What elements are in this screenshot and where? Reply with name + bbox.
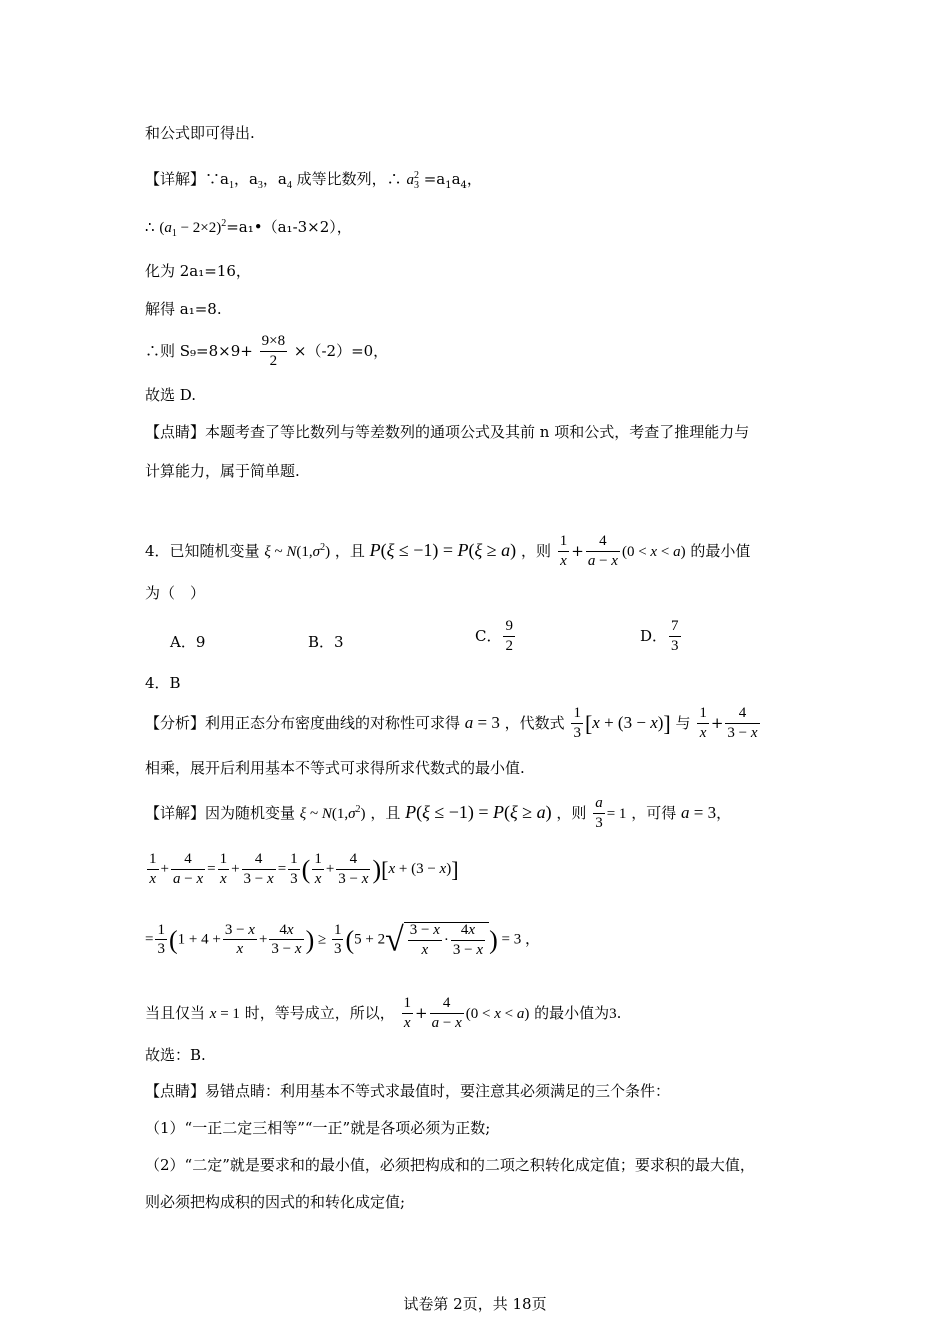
fraction: $\frac{4}{3 - x}$ [727,705,758,741]
equation-2: = $\frac{1}{3}$ (1 + 4 + $\frac{3 - x}{x}$ + $\frac{4x}{3 - x}$ ) ≥ $\frac{1}{3}$ (5 + 2√ $\frac{3 - x}{x}$ · $\frac{4x}{3 - x}$ ) = 3 ， [145,921,540,959]
fraction: $\frac{1}{x}$ [219,851,228,887]
question-stem: 4．已知随机变量 ξ ~ $N(1,\sigma^2)$ ，且 P(ξ ≤ −1) = P(ξ ≥ a) ，则 $\frac{1}{x}$ + $\frac{4}{a - x}$ (0 < x < a) 的最小值 [145,533,751,569]
fraction: $\frac{1}{3}$ [157,921,165,958]
text-frag: ，可得 [631,803,677,822]
text-line: 计算能力，属于简单题. [145,462,300,480]
option-d [640,619,683,655]
text-frag: 成等比数列，∴ [296,170,402,188]
text-frag: =a₁•（a₁-3×2）， [226,218,352,236]
text-line: 解得 a₁=8. [145,300,222,318]
fraction: $\frac{4}{a - x}$ [172,851,204,887]
text-frag: 【分析】利用正态分布密度曲线的对称性可求得 [145,713,461,732]
fraction: $\frac{1}{x}$ [149,851,157,887]
page-footer: 试卷第 2页，共 18页 [403,1295,547,1313]
text-frag: 【详解】∵a [145,170,229,188]
text-line: 化为 2a₁=16， [145,262,251,280]
detail-line: 【详解】因为随机变量 ξ ~ $N(1,\sigma^2)$ ，且 P(ξ ≤ −1) = P(ξ ≥ a) ，则 $\frac{a}{3}$ = 1 ，可得 a = 3， [145,795,732,831]
fraction: $\frac{a}{3}$ [595,795,603,831]
fraction: $\frac{9}{2}$ [505,618,513,654]
fraction: $\frac{1}{x}$ [699,705,707,741]
text-line: 为（ ） [145,584,206,602]
text-frag: . [616,1003,622,1022]
text-line: 【点睛】易错点睛：利用基本不等式求最值时，要注意其必须满足的三个条件： [145,1082,671,1100]
option-b: B．3 [308,633,344,651]
text-frag: ∴则 S₉=8×9+ [145,341,253,360]
fraction: $\frac{1}{x}$ [559,533,568,569]
text-frag: D． [640,626,668,645]
fraction: $\frac{7}{3}$ [671,618,679,654]
fraction: $\frac{9\times 8}{2}$ [261,333,286,369]
equation-1: $\frac{1}{x}$ + $\frac{4}{a - x}$ = $\frac{1}{x}$ + $\frac{4}{3 - x}$ = $\frac{1}{3}$ ( $\frac{1}{x}$ + $\frac{4}{3 - x}$ )[x + (3 − x)] [149,851,459,887]
fraction: $\frac{4x}{3 - x}$ [271,921,302,958]
text-line: 和公式即可得出. [145,124,255,142]
text-line: 【点睛】本题考查了等比数列与等差数列的通项公式及其前 n 项和公式，考查了推理能力与 [145,423,750,441]
fraction: $\frac{4}{a - x}$ [431,995,462,1031]
text-frag: ，则 [520,541,551,560]
text-frag: ×（-2）=0， [293,341,389,360]
math-line: ∴ ($a_1$ − $2\times 2)^2=a_1•(a_1-3\times 2)$， [145,218,352,239]
answer-label: 4．B [145,674,181,692]
text-frag: 与 [675,713,691,732]
text-frag: ，且 [334,541,365,560]
text-frag: 当且仅当 [145,1003,206,1022]
fraction: $\frac{3 - x}{x}$ [224,921,255,958]
text-frag: 的最小值为 [534,1003,610,1022]
fraction: $\frac{1}{x}$ [314,851,322,887]
text-frag: ，则 [556,803,587,822]
text-line: （2）“二定”就是要求和的最小值，必须把构成和的二项之积转化成定值；要求积的最大值， [145,1156,755,1174]
fraction: $\frac{1}{3}$ [573,705,581,741]
fraction: $\frac{1}{x}$ [403,995,412,1031]
fraction: $\frac{1}{3}$ [290,851,298,887]
text-frag: 【详解】因为随机变量 [145,803,296,822]
condition-line: 当且仅当 x = 1 时，等号成立，所以， $\frac{1}{x}$ + $\frac{4}{a - x}$ (0 < x < a) 的最小值为3. [145,995,622,1031]
text-line: 则必须把构成积的因式的和转化成定值; [145,1193,406,1211]
fraction: $\frac{4}{3 - x}$ [338,851,369,887]
fraction: $\frac{1}{3}$ [333,921,342,958]
text-line: 故选：B. [145,1046,206,1064]
math-line [145,334,388,370]
text-line: 故选 D. [145,386,197,404]
text-line: 相乘，展开后利用基本不等式可求得所求代数式的最小值. [145,759,525,777]
text-frag: 时，等号成立，所以， [244,1003,395,1022]
fraction: $\frac{3 - x}{x}$ [409,922,440,958]
text-line: （1）“一正二定三相等”“一正”就是各项必须为正数; [145,1119,491,1137]
text-frag: 的最小值 [690,541,751,560]
option-c [475,619,517,655]
fraction: $\frac{4x}{3 - x}$ [452,922,484,958]
option-a: A．9 [170,633,206,651]
text-frag: ，且 [370,803,401,822]
fraction: $\frac{4}{a - x}$ [587,533,618,569]
text-frag: 4．已知随机变量 [145,541,260,560]
text-line: 【详解】$\because a_1$，$a_3$，$a_4$ 成等比数列，∴ $a_3^2 =a_1a_4$， [145,170,482,191]
text-frag: ，代数式 [504,713,565,732]
text-frag: C． [475,626,502,645]
text-frag: ， [524,931,540,948]
analysis-line: 【分析】利用正态分布密度曲线的对称性可求得 a = 3 ，代数式 $\frac{1}{3}$ [x + (3 − x)] 与 $\frac{1}{x}$ + $\frac{4}{3 - x}$ [145,705,758,741]
fraction: $\frac{4}{3 - x}$ [243,851,274,887]
